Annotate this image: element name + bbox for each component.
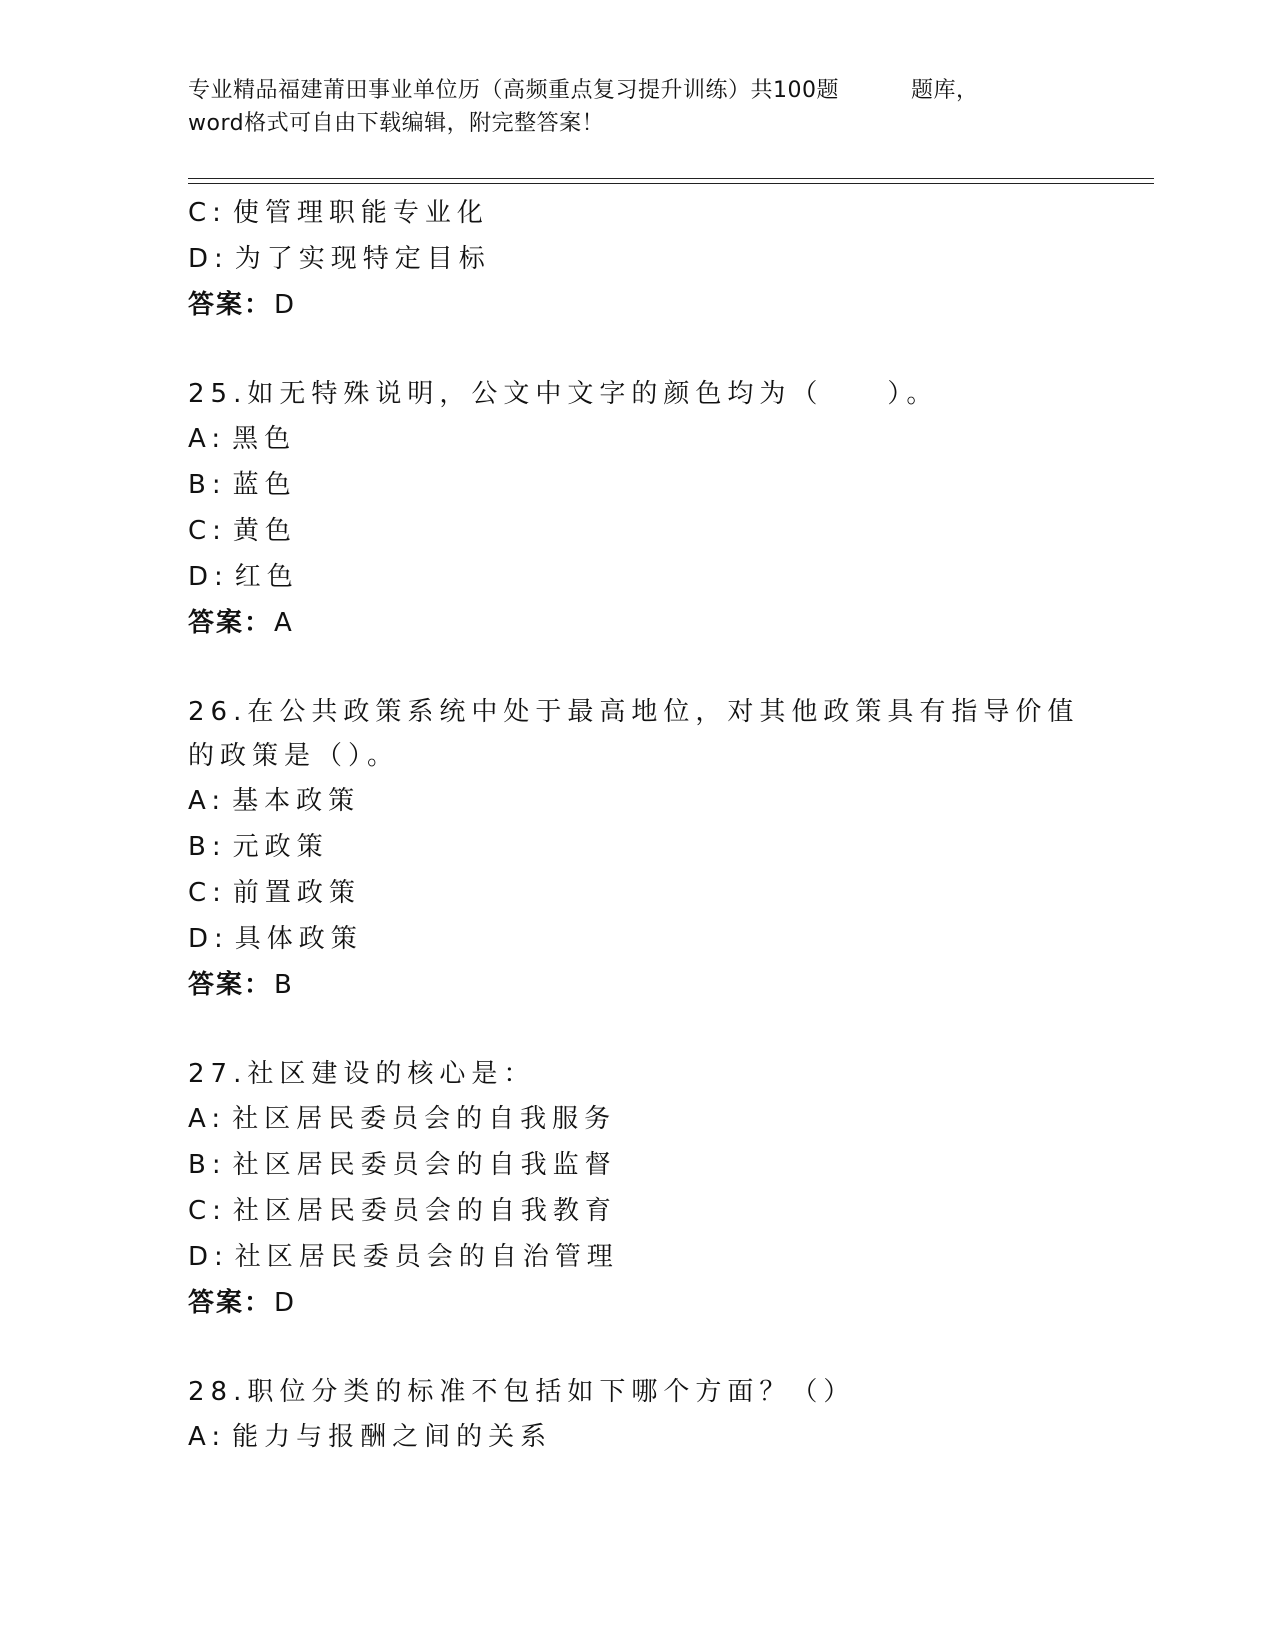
option-b bbox=[188, 462, 1148, 508]
answer-value: D bbox=[274, 1288, 297, 1318]
option-text: 黄色 bbox=[232, 516, 297, 546]
option-key: C: bbox=[188, 516, 227, 546]
option-c bbox=[188, 508, 1148, 554]
question-title: 25.如无特殊说明，公文中文字的颜色均为（ ）。 bbox=[188, 379, 939, 409]
question-title: 28.职位分类的标准不包括如下哪个方面？（） bbox=[188, 1377, 856, 1407]
option-key: B: bbox=[188, 470, 227, 500]
option-key: B: bbox=[188, 1150, 227, 1180]
option-text: 基本政策 bbox=[232, 786, 361, 816]
question-26 bbox=[188, 690, 1148, 1008]
option-key: D: bbox=[188, 924, 229, 954]
option-key: A: bbox=[188, 1104, 227, 1134]
option-key: C: bbox=[188, 1196, 227, 1226]
header-line-2: word格式可自由下载编辑，附完整答案！ bbox=[188, 111, 605, 136]
option-text: 前置政策 bbox=[232, 878, 361, 908]
option-d bbox=[188, 554, 1148, 600]
option-text: 具体政策 bbox=[234, 924, 363, 954]
question-spacer bbox=[188, 1326, 1148, 1370]
option-d bbox=[188, 1234, 1148, 1280]
answer-line bbox=[188, 600, 1148, 646]
option-key: A: bbox=[188, 786, 227, 816]
option-a bbox=[188, 1414, 1148, 1460]
option-d bbox=[188, 236, 1148, 282]
option-a bbox=[188, 1096, 1148, 1142]
option-text: 使管理职能专业化 bbox=[232, 198, 489, 228]
header-divider-top bbox=[188, 178, 1154, 179]
option-text: 红色 bbox=[234, 562, 299, 592]
question-28 bbox=[188, 1370, 1148, 1460]
header-line-1 bbox=[188, 74, 1168, 107]
question-27 bbox=[188, 1052, 1148, 1326]
question-content bbox=[188, 190, 1148, 1460]
answer-value: D bbox=[274, 290, 297, 320]
option-d bbox=[188, 916, 1148, 962]
option-text: 社区居民委员会的自我服务 bbox=[232, 1104, 617, 1134]
question-spacer bbox=[188, 646, 1148, 690]
header-title-suffix: 题库， bbox=[911, 78, 979, 103]
option-c bbox=[188, 190, 1148, 236]
option-key: B: bbox=[188, 832, 227, 862]
option-key: A: bbox=[188, 1422, 227, 1452]
continued-question bbox=[188, 190, 1148, 328]
option-c bbox=[188, 1188, 1148, 1234]
option-text: 社区居民委员会的自我监督 bbox=[232, 1150, 617, 1180]
answer-line bbox=[188, 1280, 1148, 1326]
answer-value: A bbox=[274, 608, 294, 638]
answer-label: 答案： bbox=[188, 970, 273, 1000]
option-text: 元政策 bbox=[232, 832, 329, 862]
answer-label: 答案： bbox=[188, 1288, 273, 1318]
option-text: 社区居民委员会的自治管理 bbox=[234, 1242, 619, 1272]
option-key: D: bbox=[188, 1242, 229, 1272]
answer-label: 答案： bbox=[188, 608, 273, 638]
answer-line bbox=[188, 962, 1148, 1008]
page-header bbox=[188, 74, 1168, 140]
question-title: 27.社区建设的核心是： bbox=[188, 1059, 536, 1089]
answer-value: B bbox=[274, 970, 294, 1000]
question-title: 26.在公共政策系统中处于最高地位，对其他政策具有指导价值的政策是（）。 bbox=[188, 697, 1080, 771]
question-spacer bbox=[188, 328, 1148, 372]
option-c bbox=[188, 870, 1148, 916]
option-key: A: bbox=[188, 424, 227, 454]
question-spacer bbox=[188, 1008, 1148, 1052]
answer-line bbox=[188, 282, 1148, 328]
answer-label: 答案： bbox=[188, 290, 273, 320]
option-text: 为了实现特定目标 bbox=[234, 244, 491, 274]
header-title: 专业精品福建莆田事业单位历（高频重点复习提升训练）共100题 bbox=[188, 78, 839, 103]
option-text: 社区居民委员会的自我教育 bbox=[232, 1196, 617, 1226]
question-25 bbox=[188, 372, 1148, 646]
option-text: 蓝色 bbox=[232, 470, 297, 500]
option-b bbox=[188, 1142, 1148, 1188]
option-key: D: bbox=[188, 244, 229, 274]
option-key: C: bbox=[188, 198, 227, 228]
option-text: 黑色 bbox=[232, 424, 297, 454]
option-a bbox=[188, 778, 1148, 824]
option-text: 能力与报酬之间的关系 bbox=[232, 1422, 553, 1452]
option-a bbox=[188, 416, 1148, 462]
option-key: D: bbox=[188, 562, 229, 592]
option-b bbox=[188, 824, 1148, 870]
option-key: C: bbox=[188, 878, 227, 908]
header-divider-bottom bbox=[188, 183, 1154, 184]
